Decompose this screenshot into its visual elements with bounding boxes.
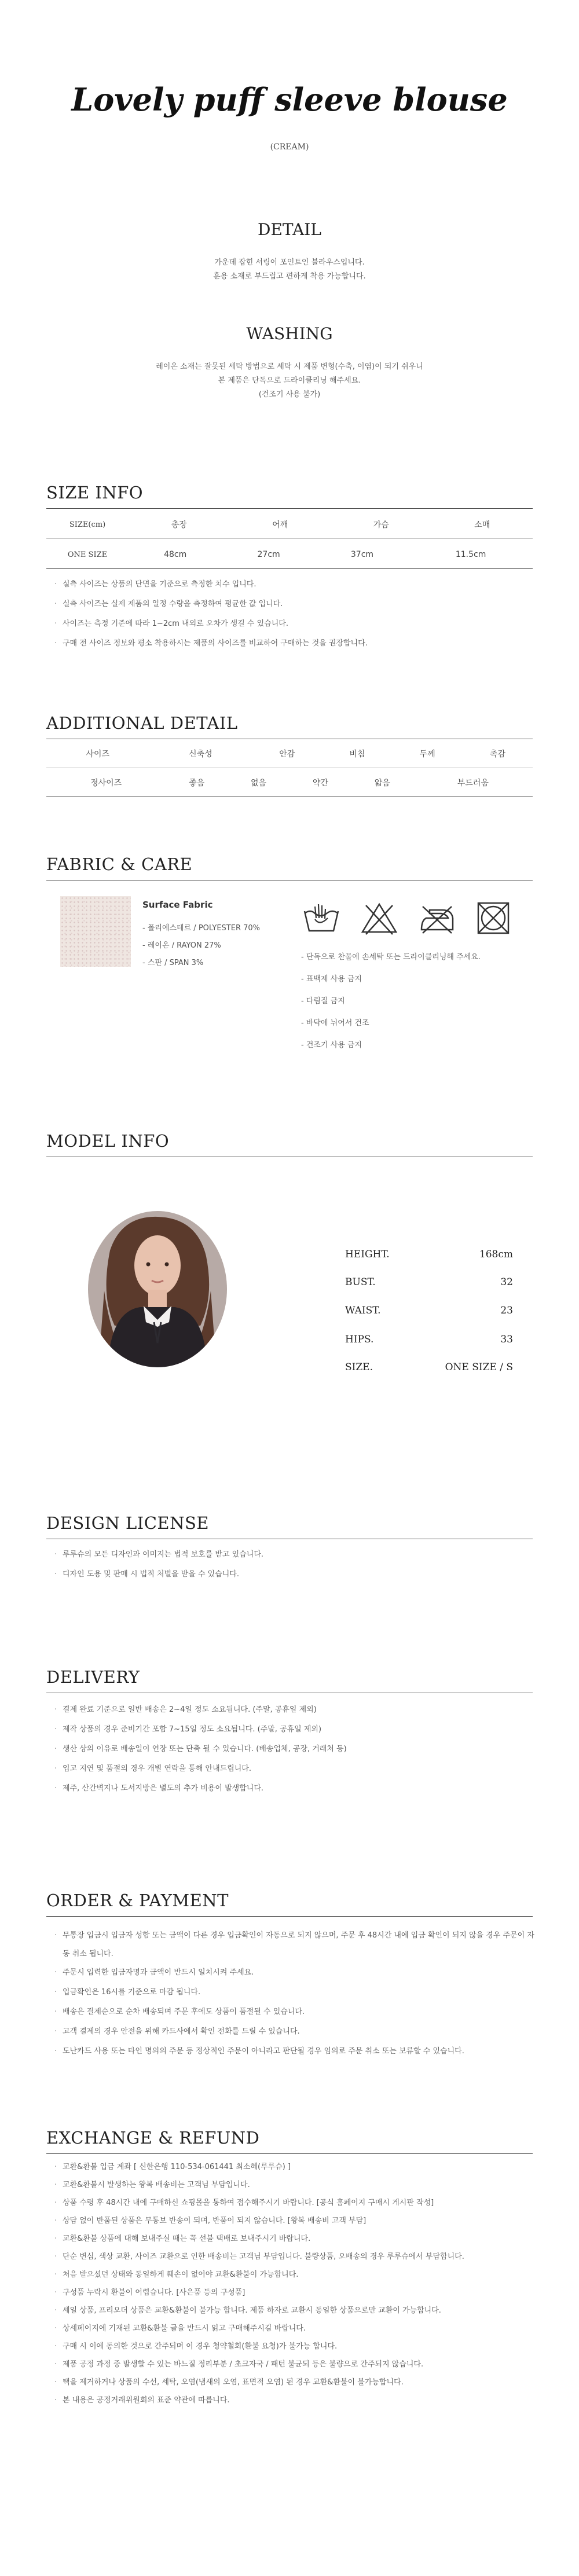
divider	[46, 2153, 533, 2154]
list-item: · 상품 수령 후 48시간 내에 구매하신 쇼핑몰을 통하여 접수해주시기 바랍니다. [공식 홈페이지 구매시 게시판 작성]	[46, 2197, 538, 2209]
washing-title: WASHING	[246, 324, 333, 343]
additional-detail-title: ADDITIONAL DETAIL	[46, 713, 238, 733]
list-item: · 실측 사이즈는 실제 제품의 일정 수량을 측정하여 평균한 값 입니다.	[46, 599, 538, 610]
list-item: · 생산 상의 이유로 배송일이 연장 또는 단축 될 수 있습니다. (배송업체, 공장, 거래처 등)	[46, 1744, 538, 1755]
model-hips-row	[345, 1334, 513, 1345]
model-info-title: MODEL INFO	[46, 1131, 170, 1151]
no-tumble-dry-icon	[475, 900, 512, 937]
exchange-refund-title: EXCHANGE & REFUND	[46, 2128, 260, 2148]
no-bleach-icon	[360, 901, 398, 935]
table-header: 신축성	[189, 750, 212, 759]
list-item: · 루루슈의 모든 디자인과 이미지는 법적 보호를 받고 있습니다.	[46, 1549, 538, 1561]
list-item: · 제작 상품의 경우 준비기간 포함 7~15일 정도 소요됩니다. (주말, 공휴일 제외)	[46, 1724, 538, 1735]
washing-line: 본 제품은 단독으로 드라이클리닝 해주세요.	[218, 376, 361, 385]
design-license-list	[46, 1549, 538, 1588]
list-item: · 입고 지연 및 품절의 경우 개별 연락을 통해 안내드립니다.	[46, 1763, 538, 1775]
list-item: · 상담 없이 반품된 상품은 무통보 반송이 되며, 반품이 되지 않습니다. [왕복 배송비 고객 부담]	[46, 2215, 538, 2227]
delivery-list	[46, 1704, 538, 1803]
fabric-swatch	[60, 896, 131, 967]
detail-title: DETAIL	[258, 220, 321, 239]
model-bust-row	[345, 1276, 513, 1288]
table-cell: 정사이즈	[90, 779, 122, 788]
list-item: · 구성품 누락시 환불이 어렵습니다. [사은품 등의 구성품]	[46, 2287, 538, 2299]
table-cell: 부드러움	[457, 779, 489, 788]
model-label: BUST.	[345, 1276, 376, 1288]
fabric-line: - 스판 / SPAN 3%	[142, 959, 204, 967]
divider	[46, 568, 533, 569]
table-cell: 27cm	[257, 550, 280, 559]
detail-line: 훈용 소재로 부드럽고 편하게 착용 가능합니다.	[213, 272, 366, 281]
model-value: 168cm	[479, 1249, 513, 1260]
design-license-title: DESIGN LICENSE	[46, 1513, 209, 1533]
table-header: 촉감	[489, 750, 505, 759]
model-label: SIZE.	[345, 1362, 373, 1373]
list-item: · 제주, 산간벽지나 도서지방은 별도의 추가 비용이 발생합니다.	[46, 1783, 538, 1795]
list-item: · 디자인 도용 및 판매 시 법적 처벌을 받을 수 있습니다.	[46, 1569, 538, 1580]
table-header: 사이즈	[86, 750, 110, 759]
delivery-title: DELIVERY	[46, 1667, 140, 1687]
exchange-refund-list	[46, 2162, 538, 2413]
hand-wash-icon	[302, 901, 340, 935]
list-item: · 결제 완료 기준으로 일반 배송은 2~4일 정도 소요됩니다. (주말, 공휴일 제외)	[46, 1704, 538, 1716]
divider	[46, 1916, 533, 1917]
list-item: · 교환&환불시 발생하는 왕복 배송비는 고객님 부담입니다.	[46, 2179, 538, 2191]
list-item: · 도난카드 사용 또는 타인 명의의 주문 등 정상적인 주문이 아니라고 판단될 경우 임의로 주문 취소 또는 보류할 수 있습니다.	[46, 2046, 538, 2057]
list-item: · 고객 결제의 경우 안전을 위해 카드사에서 확인 전화를 드릴 수 있습니다.	[46, 2026, 538, 2038]
product-color: (CREAM)	[270, 142, 309, 152]
care-line: - 다림질 금지	[301, 997, 345, 1006]
model-value: 33	[500, 1334, 513, 1345]
order-payment-title: ORDER & PAYMENT	[46, 1891, 229, 1910]
list-item: · 사이즈는 측정 기준에 따라 1~2cm 내외로 오차가 생길 수 있습니다.	[46, 618, 538, 630]
list-item: · 주문시 입력한 입금자명과 금액이 반드시 일치시켜 주세요.	[46, 1967, 538, 1979]
table-cell: 11.5cm	[455, 550, 486, 559]
list-item: · 구매 시 이에 동의한 것으로 간주되며 이 경우 청약철회(환불 요청)가 불가능 합니다.	[46, 2341, 538, 2353]
model-value: 32	[500, 1276, 513, 1288]
washing-line: 레이온 소재는 잘못된 세탁 방법으로 세탁 시 제품 변형(수축, 이염)이 되기 쉬우니	[156, 362, 423, 371]
divider	[46, 508, 533, 509]
list-item: · 구매 전 사이즈 정보와 평소 착용하시는 제품의 사이즈를 비교하여 구매하는 것을 권장합니다.	[46, 638, 538, 649]
detail-table-body	[46, 769, 533, 797]
table-header: 두께	[419, 750, 435, 759]
model-size-row	[345, 1362, 513, 1373]
washing-line: (건조기 사용 불가)	[258, 390, 321, 399]
care-line: - 바닥에 뉘어서 건조	[301, 1019, 369, 1028]
model-value: ONE SIZE / S	[445, 1362, 513, 1373]
table-header: 소매	[474, 520, 490, 530]
size-info-title: SIZE INFO	[46, 483, 144, 502]
table-cell: 48cm	[164, 550, 187, 559]
list-item: · 단순 변심, 색상 교환, 사이즈 교환으로 인한 배송비는 고객님 부담입니다. 불량상품, 오배송의 경우 루루슈에서 부담합니다.	[46, 2251, 538, 2263]
table-cell: 좋음	[189, 779, 205, 788]
no-iron-icon	[418, 901, 456, 935]
table-header: 안감	[279, 750, 295, 759]
care-line: - 표백제 사용 금지	[301, 975, 362, 984]
model-label: WAIST.	[345, 1305, 381, 1316]
size-table	[46, 511, 533, 538]
table-header: 총장	[171, 520, 187, 530]
care-line: - 건조기 사용 금지	[301, 1041, 362, 1050]
table-cell: 약간	[312, 779, 328, 788]
table-cell: 얇음	[374, 779, 390, 788]
table-row	[46, 769, 533, 797]
table-header: 어깨	[272, 520, 288, 530]
list-item: · 입금확인은 16시를 기준으로 마감 됩니다.	[46, 1987, 538, 1998]
divider	[46, 538, 533, 539]
fabric-line: - 레이온 / RAYON 27%	[142, 941, 221, 950]
order-payment-list	[46, 1927, 538, 2065]
model-value: 23	[500, 1305, 513, 1316]
model-height-row	[345, 1249, 513, 1260]
list-item: · 무통장 입금시 입금자 성함 또는 금액이 다른 경우 입금확인이 자동으로 되지 않으며, 주문 후 48시간 내에 입금 확인이 되지 않을 경우 주문이 자동 취소 됩니다.	[46, 1927, 538, 1964]
list-item: · 택을 제거하거나 상품의 수선, 세탁, 오염(냄새의 오염, 표면적 오염) 된 경우 교환&환불이 불가능합니다.	[46, 2377, 538, 2388]
table-cell: 없음	[251, 779, 267, 788]
fabric-line: - 폴리에스테르 / POLYESTER 70%	[142, 924, 261, 933]
table-header: SIZE(cm)	[69, 520, 106, 529]
list-item: · 본 내용은 공정거래위원회의 표준 약관에 따릅니다.	[46, 2395, 538, 2406]
table-header: 가슴	[373, 520, 389, 530]
model-waist-row	[345, 1305, 513, 1316]
care-line: - 단독으로 찬물에 손세탁 또는 드라이클리닝해 주세요.	[301, 953, 481, 962]
fabric-care-title: FABRIC & CARE	[46, 854, 193, 874]
table-cell: 37cm	[350, 550, 374, 559]
surface-fabric-title: Surface Fabric	[142, 900, 213, 910]
table-cell: ONE SIZE	[67, 550, 108, 559]
list-item: · 상세페이지에 기재된 교환&환불 글을 반드시 읽고 구매해주시길 바랍니다.	[46, 2323, 538, 2335]
table-header: 비침	[349, 750, 365, 759]
table-row	[46, 740, 533, 768]
table-row	[46, 511, 533, 538]
detail-table	[46, 740, 533, 768]
model-label: HEIGHT.	[345, 1249, 390, 1260]
size-notes	[46, 579, 538, 658]
list-item: · 처음 받으셨던 상태와 동일하게 훼손이 없어야 교환&환불이 가능합니다.	[46, 2269, 538, 2281]
list-item: · 제품 공정 과정 중 발생할 수 있는 바느질 정리부분 / 초크자국 / 패턴 불균되 등은 불량으로 간주되지 않습니다.	[46, 2359, 538, 2370]
list-item: · 세일 상품, 프리오더 상품은 교환&환불이 불가능 합니다. 제품 하자로 교환시 동일한 상품으로만 교환이 가능합니다.	[46, 2305, 538, 2317]
list-item: · 교환&환불 입금 계좌 [ 신한은행 110-534-061441 최소혜(루루슈) ]	[46, 2162, 538, 2173]
list-item: · 실측 사이즈는 상품의 단면을 기준으로 측정한 치수 입니다.	[46, 579, 538, 590]
model-label: HIPS.	[345, 1334, 374, 1345]
list-item: · 배송은 결제순으로 순차 배송되며 주문 후에도 상품이 품절될 수 있습니다.	[46, 2006, 538, 2018]
product-title: Lovely puff sleeve blouse	[71, 81, 508, 118]
size-table-body	[46, 541, 533, 568]
list-item: · 교환&환불 상품에 대해 보내주실 때는 꼭 선불 택배로 보내주시기 바랍니다.	[46, 2233, 538, 2245]
detail-line: 가운데 잡힌 셔링이 포인트인 블라우스입니다.	[214, 258, 365, 267]
table-row	[46, 541, 533, 568]
model-photo	[87, 1210, 228, 1368]
